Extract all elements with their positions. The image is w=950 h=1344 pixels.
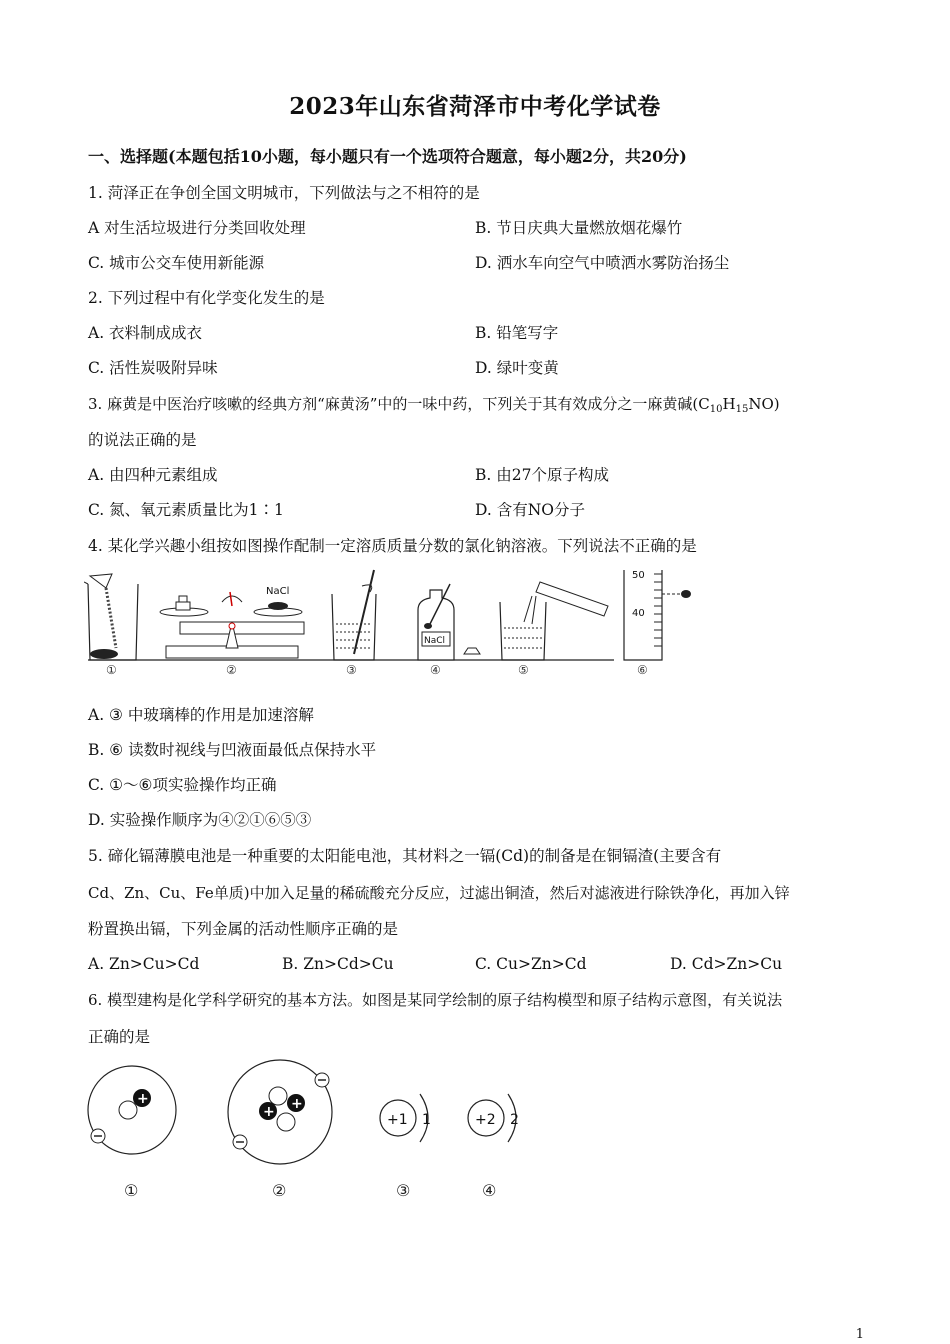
q2-option-a: A. 衣料制成成衣: [88, 324, 203, 342]
page-title: 2023年山东省菏泽市中考化学试卷: [289, 93, 661, 120]
q1-option-b: B. 节日庆典大量燃放烟花爆竹: [475, 219, 683, 237]
svg-text:+: +: [137, 1091, 149, 1107]
svg-text:+: +: [263, 1104, 275, 1120]
bottle-label: NaCl: [424, 636, 446, 646]
q3-option-a: A. 由四种元素组成: [88, 466, 218, 484]
fig4-label-2: ②: [226, 663, 237, 677]
q5-stem-line2: Cd、Zn、Cu、Fe单质)中加入足量的稀硫酸充分反应，过滤出铜渣，然后对滤液进行除铁净化，再加入锌: [88, 884, 790, 902]
atom-diagram-3: [380, 1094, 431, 1142]
q3-stem-continued: 的说法正确的是: [88, 431, 197, 449]
q5-option-b: B. Zn>Cd>Cu: [282, 955, 394, 973]
q5-option-c: C. Cu>Zn>Cd: [475, 955, 587, 973]
q5-stem-line3: 粉置换出镉，下列金属的活动性顺序正确的是: [88, 920, 399, 938]
q6-atom-models-figure: [84, 1058, 544, 1208]
eye-icon: [681, 590, 691, 598]
q3-option-b: B. 由27个原子构成: [475, 466, 609, 484]
nacl-label: NaCl: [266, 586, 290, 597]
graduated-cylinder: [624, 570, 691, 660]
page-number: 1: [855, 1327, 864, 1342]
q3-stem: 3. 麻黄是中医治疗咳嗽的经典方剂“麻黄汤”中的一味中药，下列关于其有效成分之一麻黄碱$(C_{10}H_{15}NO)$: [88, 395, 780, 415]
atom-model-1: [88, 1066, 176, 1154]
q4-experiment-figure: [84, 562, 704, 682]
q5-stem: 5. 碲化镉薄膜电池是一种重要的太阳能电池，其材料之一镉(Cd)的制备是在铜镉渣(主要含有: [88, 847, 722, 865]
fig6-label-1: ①: [124, 1181, 139, 1200]
q3-option-c: C. 氮、氧元素质量比为1∶1: [88, 501, 284, 519]
fig6-label-2: ②: [272, 1181, 287, 1200]
balance-scale: [160, 586, 304, 658]
fig4-label-3: ③: [346, 663, 357, 677]
q2-option-c: C. 活性炭吸附异味: [88, 359, 218, 377]
cylinder-mark-40: 40: [632, 608, 645, 619]
q6-stem: 6. 模型建构是化学科学研究的基本方法。如图是某同学绘制的原子结构模型和原子结构示意图，有关说法: [88, 991, 783, 1009]
electron-count-4: 2: [510, 1112, 519, 1128]
fig4-label-4: ④: [430, 663, 441, 677]
q6-stem-line2: 正确的是: [88, 1028, 151, 1046]
fig6-label-3: ③: [396, 1181, 411, 1200]
nucleus-4-charge: +2: [475, 1112, 496, 1128]
q4-option-b: B. ⑥ 读数时视线与凹液面最低点保持水平: [88, 741, 377, 759]
q4-option-a: A. ③ 中玻璃棒的作用是加速溶解: [88, 706, 314, 724]
q5-option-d: D. Cd>Zn>Cu: [670, 955, 783, 973]
section-heading: 一、选择题(本题包括10小题，每小题只有一个选项符合题意，每小题2分，共20分): [88, 147, 687, 166]
svg-text:+: +: [291, 1096, 303, 1112]
electron-count-3: 1: [422, 1112, 431, 1128]
q1-option-a: A 对生活垃圾进行分类回收处理: [88, 219, 306, 237]
q4-stem: 4. 某化学兴趣小组按如图操作配制一定溶质质量分数的氯化钠溶液。下列说法不正确的是: [88, 537, 697, 555]
atom-model-2: [228, 1060, 332, 1164]
q4-option-c: C. ①～⑥项实验操作均正确: [88, 776, 277, 794]
fig6-label-4: ④: [482, 1181, 497, 1200]
beaker-stirring: [332, 570, 376, 660]
beaker-pouring-solid: [84, 574, 138, 660]
cylinder-mark-50: 50: [632, 570, 645, 581]
fig4-label-5: ⑤: [518, 663, 529, 677]
q1-stem: 1. 菏泽正在争创全国文明城市，下列做法与之不相符的是: [88, 184, 480, 202]
nucleus-3-charge: +1: [387, 1112, 408, 1128]
atom-diagram-4: [468, 1094, 519, 1142]
q4-option-d: D. 实验操作顺序为④②①⑥⑤③: [88, 811, 312, 829]
q2-stem: 2. 下列过程中有化学变化发生的是: [88, 289, 325, 307]
fig4-label-1: ①: [106, 663, 117, 677]
reagent-bottle: [418, 584, 480, 660]
q3-option-d: D. 含有NO分子: [475, 501, 585, 519]
q5-option-a: A. Zn>Cu>Cd: [88, 955, 200, 973]
q2-option-d: D. 绿叶变黄: [475, 359, 559, 377]
beaker-pouring-water: [500, 582, 608, 660]
fig4-label-6: ⑥: [637, 663, 648, 677]
q1-option-c: C. 城市公交车使用新能源: [88, 254, 265, 272]
q2-option-b: B. 铅笔写字: [475, 324, 559, 342]
q1-option-d: D. 洒水车向空气中喷洒水雾防治扬尘: [475, 254, 730, 272]
